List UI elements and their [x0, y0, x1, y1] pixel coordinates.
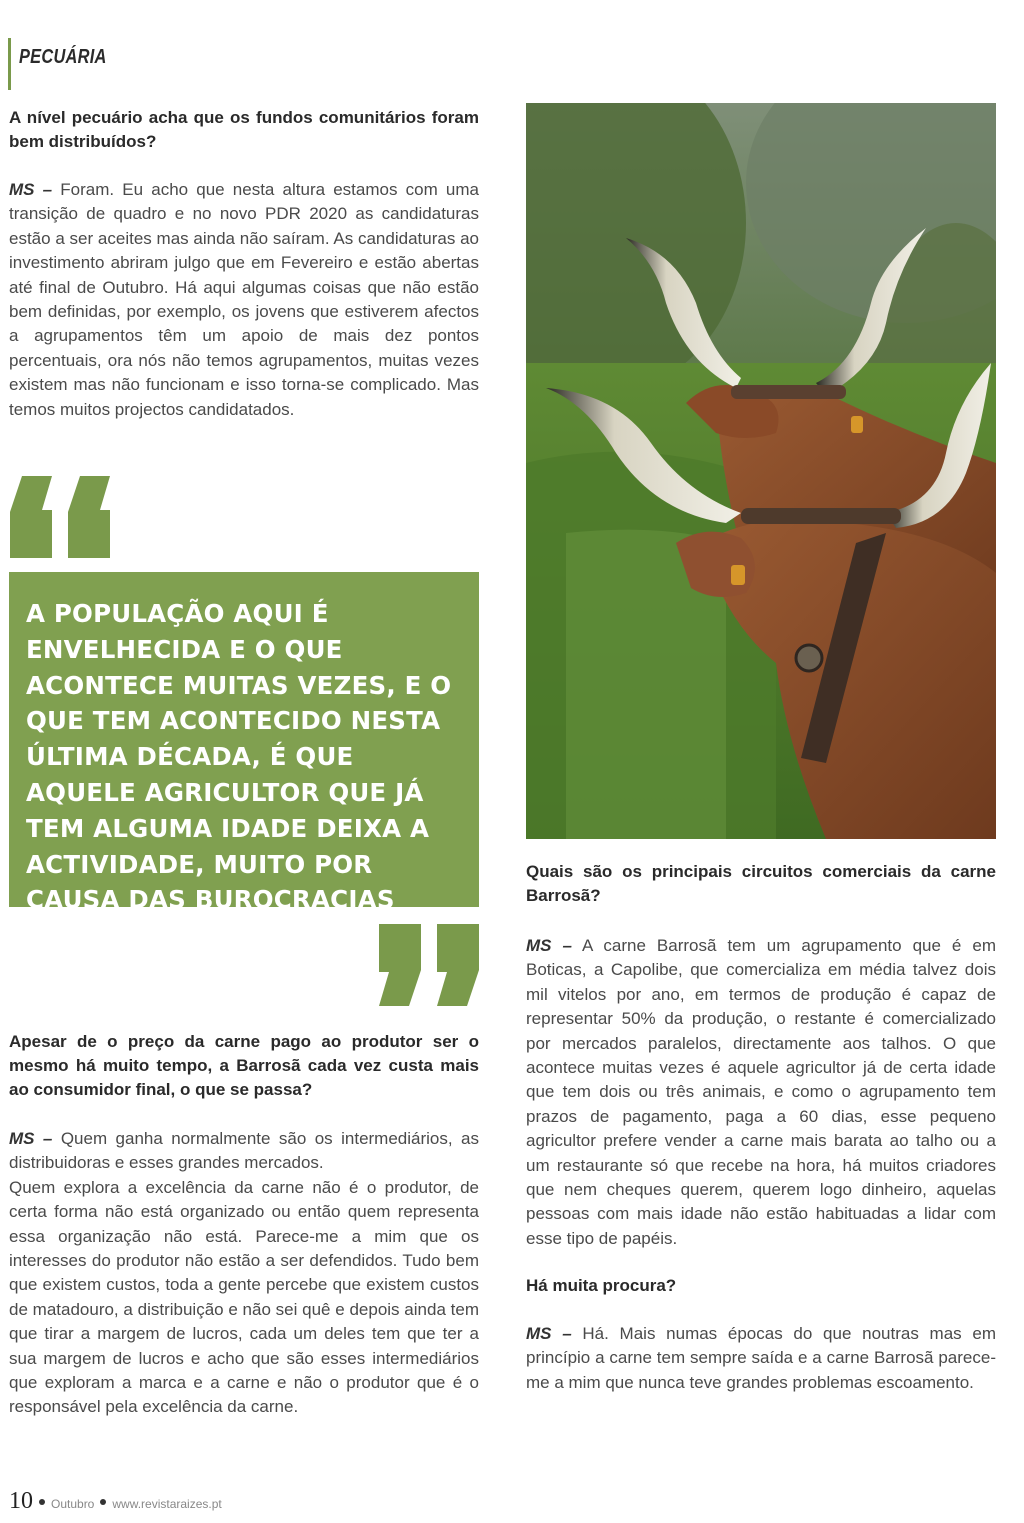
open-quote-icon	[8, 472, 112, 562]
page-footer	[9, 1488, 222, 1515]
answer-circuits	[526, 934, 996, 1251]
answer-text: Foram. Eu acho que nesta altura estamos com uma transição de quadro e no novo PDR 2020 as candidaturas estão a ser aceites mas ainda não saíram. As candidaturas ao investimento abriram julgo que em Fevereiro e estão abertas até final de Outubro. Há aqui algumas coisas que não estão bem definidas, por exemplo, os jovens que estiverem afectos a agrupamentos têm um apoio de mais dez pontos percentuais, ora nós não temos agrupamentos, muitas vezes existem mas não funcionam e isso torna-se complicado. Mas temos muitos projectos candidatados.	[9, 180, 479, 419]
footer-website[interactable]: www.revistaraizes.pt	[112, 1497, 222, 1511]
answer-text-continued: Quem explora a excelência da carne não é o produtor, de certa forma não está organizado ou então quem representa essa organização não está. Parece-me a mim que os interesses do produtor não estão a ser defendidos. Tudo bem que existem custos, toda a gente percebe que existem custos de matadouro, a distribuição e não sei quê e depois ainda tem que tirar a margem de lucros, cada um deles tem que ter a sua margem de lucros e acho que são esses intermediários que exploram a marca e a carne e não o produtor que é o responsável pela excelência da carne.	[9, 1177, 479, 1417]
close-quote-icon	[377, 920, 481, 1010]
page-number: 10	[9, 1488, 33, 1514]
section-title: PECUÁRIA	[19, 46, 107, 68]
pull-quote-text: A POPULAÇÃO AQUI É ENVELHECIDA E O QUE ACONTECE MUITAS VEZES, E O QUE TEM ACONTECIDO NESTA ÚLTIMA DÉCADA, É QUE AQUELE AGRICULTOR QUE JÁ TEM ALGUMA IDADE DEIXA A ACTIVIDADE, MUITO POR CAUSA DAS BUROCRACIAS	[26, 599, 452, 915]
section-accent-bar	[8, 38, 11, 90]
answer-text: Quem ganha normalmente são os intermediários, as distribuidoras e esses grandes mercados.	[9, 1129, 479, 1173]
answer-funding	[9, 178, 479, 422]
pull-quote-box	[9, 572, 479, 915]
answer-demand	[526, 1322, 996, 1395]
speaker-label: MS –	[526, 1324, 572, 1343]
question-funding: A nível pecuário acha que os fundos comunitários foram bem distribuídos?	[9, 108, 479, 151]
speaker-label: MS –	[9, 180, 53, 199]
answer-text: A carne Barrosã tem um agrupamento que é em Boticas, a Capolibe, que comercializa em média talvez dois mil vitelos por ano, em termos de produção é capaz de representar 50% da produção, o restante é comercializado por mercados paralelos, directamente aos talhos. O que acontece muitas vezes é aquele agricultor já de certa idade que tem dois ou três animais, e como o agrupamento tem prazos de pagamento, paga a 60 dias, esse pequeno agricultor prefere vender a carne mais barata ao talho ou a um restaurante só que recebe na hora, há muitos criadores que nem cheques querem, querem logo dinheiro, aquelas pessoas com mais idade não estão habituadas a lidar com esse tipo de papéis.	[526, 936, 996, 1248]
bullet-icon	[100, 1499, 106, 1505]
footer-month: Outubro	[51, 1497, 95, 1511]
barrosa-oxen-photo	[526, 103, 996, 839]
question-price: Apesar de o preço da carne pago ao produtor ser o mesmo há muito tempo, a Barrosã cada vez custa mais ao consumidor final, o que se passa?	[9, 1032, 479, 1099]
speaker-label: MS –	[9, 1129, 53, 1148]
answer-text: Há. Mais numas épocas do que noutras mas em princípio a carne tem sempre saída e a carne Barrosã parece-me a mim que nunca teve grandes problemas escoamento.	[526, 1324, 996, 1392]
bullet-icon	[39, 1499, 45, 1505]
answer-price	[9, 1127, 479, 1420]
question-circuits: Quais são os principais circuitos comerciais da carne Barrosã?	[526, 862, 996, 905]
question-demand: Há muita procura?	[526, 1276, 677, 1295]
speaker-label: MS –	[526, 936, 572, 955]
